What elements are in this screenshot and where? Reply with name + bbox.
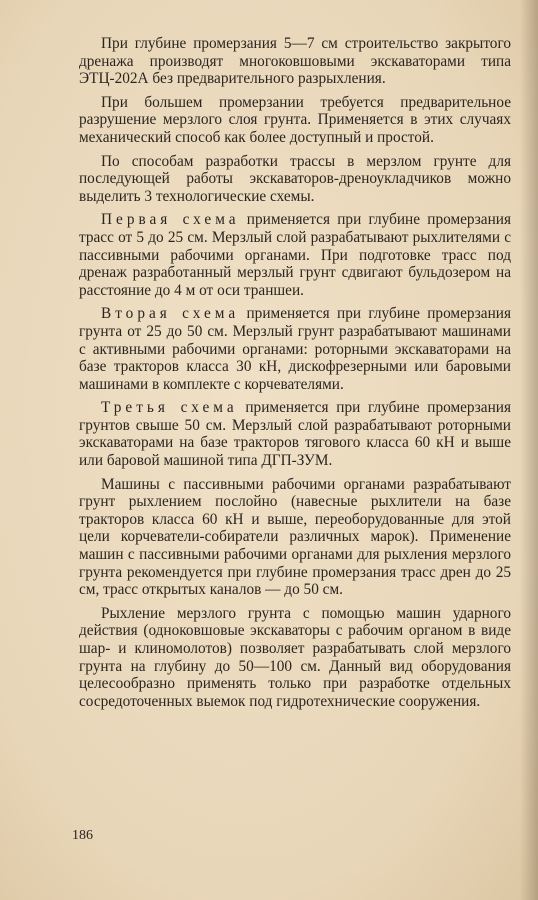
- paragraph-7: Машины с пассивными рабочими органами разрабатывают грунт рыхлением послойно (навесные рыхлители на базе тракторов класса 60 кН и выше, переоборудованные для этой цели корчеватели-собиратели различных марок). Применение машин с пассивными рабочими органами для рыхления мерзлого грунта рекомендуется при глубине промерзания трасс дрен до 25 см, трасс открытых каналов — до 50 см.: [79, 475, 511, 599]
- scheme-1-lead: Первая схема: [101, 211, 240, 229]
- scheme-2-lead: Вторая схема: [101, 305, 240, 323]
- paragraph-4: Первая схема применяется при глубине промерзания трасс от 5 до 25 см. Мерзлый слой разрабатывают рыхлителями с пассивными рабочими органами. При подготовке трасс под дренаж разработанный мерзлый грунт сдвигают бульдозером на расстояние до 4 м от оси траншеи.: [79, 211, 511, 299]
- page-number: 186: [72, 828, 93, 843]
- body-text: [79, 35, 511, 716]
- page-spine-shadow: [520, 0, 538, 900]
- paragraph-5: Вторая схема применяется при глубине промерзания грунта от 25 до 50 см. Мерзлый грунт разрабатывают машинами с активными рабочими органами: роторными экскаваторами на базе тракторов класса 30 кН, дискофрезерными или баровыми машинами в комплекте с корчевателями.: [79, 305, 511, 393]
- paragraph-3: По способам разработки трассы в мерзлом грунте для последующей работы экскаваторов-дреноукладчиков можно выделить 3 технологические схемы.: [79, 152, 511, 205]
- paragraph-8: Рыхление мерзлого грунта с помощью машин ударного действия (одноковшовые экскаваторы с рабочим органом в виде шар- и клиномолотов) позволяет разрабатывать слой мерзлого грунта на глубину до 50—100 см. Данный вид оборудования целесообразно применять только при разработке отдельных сосредоточенных выемок под гидротехнические сооружения.: [79, 604, 511, 710]
- paragraph-1: При глубине промерзания 5—7 см строительство закрытого дренажа производят многоковшовыми экскаваторами типа ЭТЦ-202А без предварительного разрыхления.: [79, 35, 511, 88]
- paragraph-2: При большем промерзании требуется предварительное разрушение мерзлого слоя грунта. Применяется в этих случаях механический способ как более доступный и простой.: [79, 93, 511, 146]
- scheme-3-lead: Третья схема: [101, 399, 238, 417]
- paragraph-6: Третья схема применяется при глубине промерзания грунтов свыше 50 см. Мерзлый слой разрабатывают роторными экскаваторами на базе тракторов тягового класса 60 кН и выше или баровой машиной типа ДГП-ЗУМ.: [79, 399, 512, 470]
